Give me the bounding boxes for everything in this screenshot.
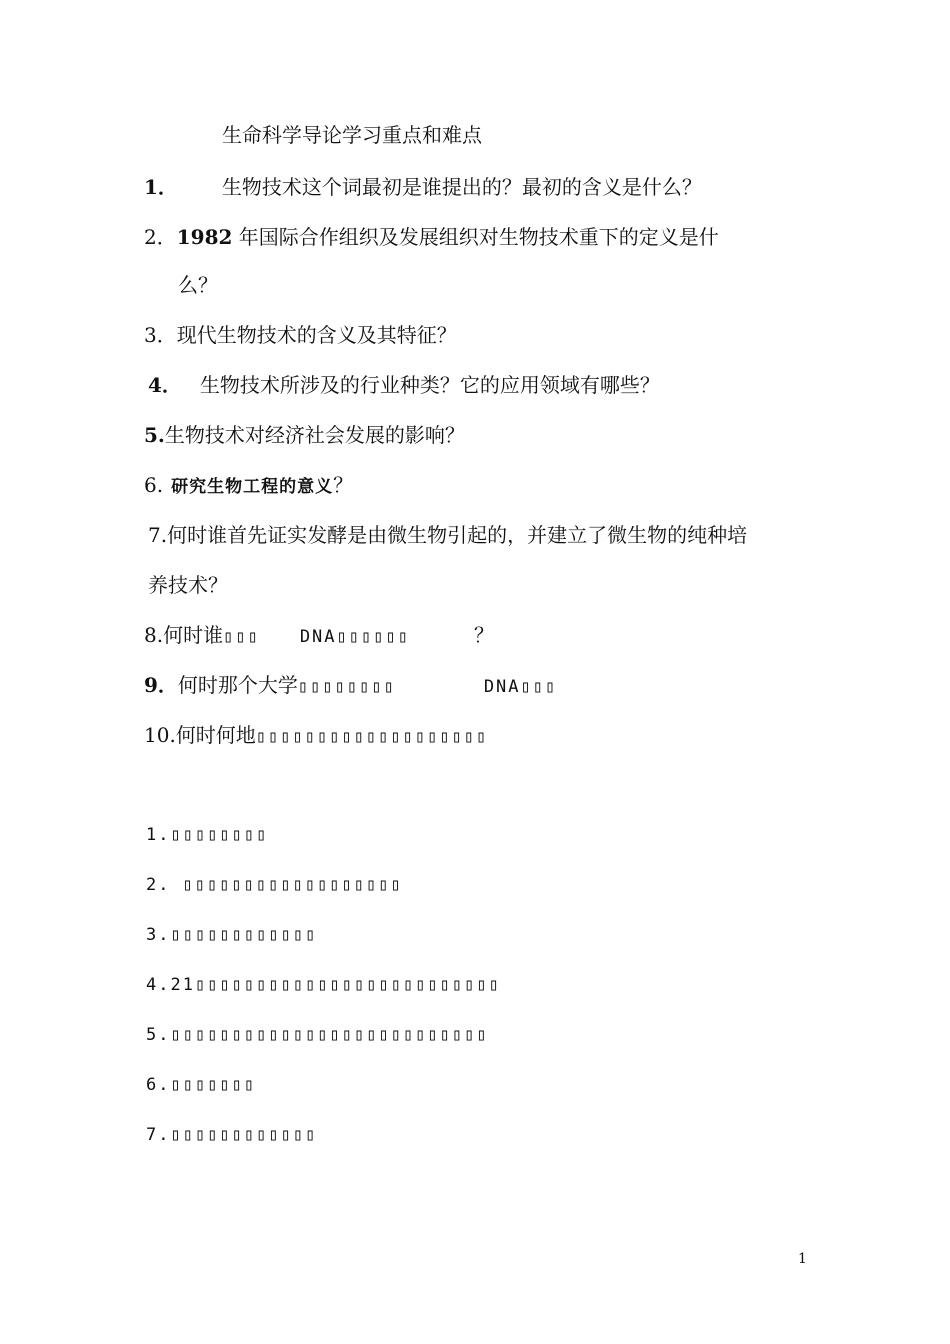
page-number: 1 [798,1251,807,1267]
garbled-text: ▯▯▯▯▯▯▯▯▯▯▯▯▯▯▯▯▯▯▯▯▯▯▯▯▯ [194,975,501,995]
question-suffix: ？ [473,623,494,647]
garbled-text: ▯▯▯ [520,677,558,697]
list-number: 4. [146,975,171,995]
question-text: 年国际合作组织及发展组织对生物技术重下的定义是什 [232,225,719,249]
question-number: 10. [144,723,176,747]
list-number: 5. [146,1025,171,1045]
question-10 [144,722,488,750]
question-text: 研究生物工程的意义 [171,477,334,497]
question-number: 2． [144,225,177,249]
question-number: 6. [144,473,164,497]
question-number: 4． [148,373,182,397]
garbled-text: ▯▯▯ [223,627,260,647]
question-7-continuation: 养技术？ [148,573,228,597]
garbled-text: ▯▯▯▯▯▯▯▯ [297,677,396,697]
question-number: 1． [144,175,178,199]
list-item [146,822,268,848]
question-5 [144,422,465,448]
list-number: 1. [146,825,171,845]
list-number: 3. [146,925,171,945]
question-number: 8. [144,623,164,647]
question-text: 何时谁首先证实发酵是由微生物引起的，并建立了微生物的纯种培 [167,523,748,547]
question-year: 1982 [176,225,233,249]
list-item [146,1022,489,1048]
list-item [146,872,403,898]
question-2 [144,224,719,250]
question-6 [144,472,353,500]
page-title: 生命科学导论学习重点和难点 [222,123,482,147]
question-1 [144,174,702,200]
question-3 [144,322,457,348]
question-number: 9． [144,673,178,697]
list-number: 7. [146,1125,171,1145]
question-text: 现代生物技术的含义及其特征？ [176,323,457,347]
question-text: 何时谁 [163,623,224,647]
garbled-text: ▯▯▯▯▯▯▯ [170,1075,257,1095]
question-suffix: ？ [333,473,354,497]
question-number: 3． [144,323,177,347]
list-term: 21 [170,975,195,995]
question-9 [144,672,557,700]
list-number: 6. [146,1075,171,1095]
list-item [146,1122,317,1148]
question-text: 生物技术所涉及的行业种类？它的应用领域有哪些？ [199,373,660,397]
list-item [146,972,501,998]
list-item [146,1072,256,1098]
question-text: 何时那个大学 [177,673,298,697]
question-text: 生物技术对经济社会发展的影响？ [164,423,465,447]
question-text: 何时何地 [175,723,256,747]
garbled-text: ▯▯▯▯▯▯▯▯▯▯▯▯ [170,925,318,945]
question-2-continuation: 么？ [178,273,218,297]
garbled-text: ▯▯▯▯▯▯▯▯▯▯▯▯▯▯▯▯▯▯▯ [255,727,489,747]
garbled-text: ▯▯▯▯▯▯ [336,627,410,647]
question-4 [148,372,660,398]
question-7 [148,522,747,548]
question-term: DNA [483,677,521,697]
question-number: 7. [148,523,168,547]
list-number: 2. [146,875,171,895]
question-number: 5. [144,423,165,447]
garbled-text: ▯▯▯▯▯▯▯▯▯▯▯▯▯▯▯▯▯▯ [182,875,403,895]
question-text: 生物技术这个词最初是谁提出的？最初的含义是什么？ [221,175,702,199]
garbled-text: ▯▯▯▯▯▯▯▯▯▯▯▯▯▯▯▯▯▯▯▯▯▯▯▯▯▯ [170,1025,489,1045]
question-term: DNA [299,627,337,647]
garbled-text: ▯▯▯▯▯▯▯▯ [170,825,269,845]
question-8 [144,622,494,650]
garbled-text: ▯▯▯▯▯▯▯▯▯▯▯▯ [170,1125,318,1145]
list-item [146,922,317,948]
